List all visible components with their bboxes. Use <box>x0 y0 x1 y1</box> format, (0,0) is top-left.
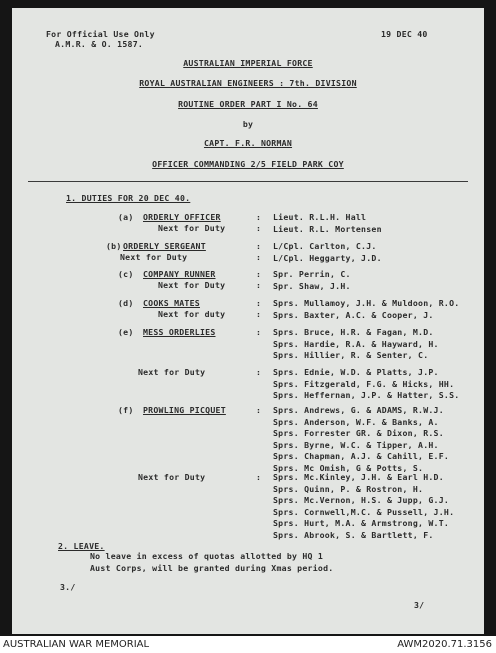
engineers-title: ROYAL AUSTRALIAN ENGINEERS : 7th. DIVISION <box>139 78 357 88</box>
duty-next: Next for Duty <box>138 367 206 377</box>
duty-names: Sprs. Andrews, G. & ADAMS, R.W.J. Sprs. Anderson, W.F. & Banks, A. Sprs. Forrester GR. & Dixon, R.S. Sprs. Byrne, W.C. & Tipper, A.H. Sprs. Chapman, A.J. & Cahill, E.F. Sprs. Mc Omish, G & Potts, S. <box>273 405 450 473</box>
duty-next: Next for Duty <box>138 472 206 482</box>
duty-letter: (a) <box>118 212 134 222</box>
colon: : <box>256 269 262 279</box>
colon: : <box>256 309 262 319</box>
duty-letter: (e) <box>118 327 134 337</box>
duty-next: Next for Duty <box>158 280 226 290</box>
duty-next: Next for Duty <box>158 223 226 233</box>
leave-text: No leave in excess of quotas allotted by HQ 1 Aust Corps, will be granted during Xmas period. <box>90 551 334 573</box>
duty-role: COOKS MATES <box>143 298 200 308</box>
archive-footer <box>0 636 496 653</box>
colon: : <box>256 241 262 251</box>
duty-names: Sprs. Mullamoy, J.H. & Muldoon, R.O. Sprs. Baxter, A.C. & Cooper, J. <box>273 298 460 320</box>
duties-heading: 1. DUTIES FOR 20 DEC 40. <box>66 193 191 203</box>
duty-role: COMPANY RUNNER <box>143 269 216 279</box>
colon: : <box>256 367 262 377</box>
colon: : <box>256 298 262 308</box>
colon: : <box>256 212 262 222</box>
order-title: ROUTINE ORDER PART I No. 64 <box>178 99 318 109</box>
colon: : <box>256 472 262 482</box>
colon: : <box>256 280 262 290</box>
duty-letter: (f) <box>118 405 134 415</box>
duty-names: Sprs. Mc.Kinley, J.H. & Earl H.D. Sprs. Quinn, P. & Rostron, H. Sprs. Mc.Vernon, H.S. & Jupp, G.J. Sprs. Cornwell,M.C. & Pussell, J.H. Sprs. Hurt, M.A. & Armstrong, W.T. Sprs. Abrook, S. & Bartlett, F. <box>273 472 455 540</box>
duty-role: ORDERLY SERGEANT <box>123 241 206 251</box>
duty-names: Lieut. R.L.H. Hall Lieut. R.L. Mortensen <box>273 212 382 234</box>
duty-letter: (c) <box>118 269 134 279</box>
by-line: by <box>242 119 254 129</box>
duty-names: Spr. Perrin, C. Spr. Shaw, J.H. <box>273 269 351 291</box>
order-date: 19 DEC 40 <box>381 29 428 39</box>
duty-next: Next for duty <box>158 309 226 319</box>
duty-letter: (b) <box>106 241 122 251</box>
colon: : <box>256 223 262 233</box>
colon: : <box>256 252 262 262</box>
command-title: OFFICER COMMANDING 2/5 FIELD PARK COY <box>152 159 344 169</box>
force-title: AUSTRALIAN IMPERIAL FORCE <box>183 58 313 68</box>
archive-source: AUSTRALIAN WAR MEMORIAL <box>3 639 150 650</box>
duty-letter: (d) <box>118 298 134 308</box>
duty-role: MESS ORDERLIES <box>143 327 216 337</box>
header-divider <box>28 181 468 182</box>
officer-name: CAPT. F.R. NORMAN <box>203 138 293 148</box>
duty-role: ORDERLY OFFICER <box>143 212 221 222</box>
archive-reference: AWM2020.71.3156 <box>397 639 492 650</box>
duty-next: Next for Duty <box>120 252 188 262</box>
colon: : <box>256 405 262 415</box>
amr-reference: A.M.R. & O. 1587. <box>55 39 144 49</box>
official-use-line: For Official Use Only <box>46 29 155 39</box>
duty-role: PROWLING PICQUET <box>143 405 226 415</box>
leave-heading: 2. LEAVE. <box>58 541 105 551</box>
duty-names: L/Cpl. Carlton, C.J. L/Cpl. Heggarty, J.D. <box>273 241 382 263</box>
continuation-right: 3/ <box>414 600 425 610</box>
duty-names: Sprs. Ednie, W.D. & Platts, J.P. Sprs. Fitzgerald, F.G. & Hicks, HH. Sprs. Heffernan, J.P. & Hatter, S.S. <box>273 367 460 400</box>
continuation-left: 3./ <box>60 582 76 592</box>
colon: : <box>256 327 262 337</box>
duty-names: Sprs. Bruce, H.R. & Fagan, M.D. Sprs. Hardie, R.A. & Hayward, H. Sprs. Hillier, R. & Senter, C. <box>273 327 439 360</box>
